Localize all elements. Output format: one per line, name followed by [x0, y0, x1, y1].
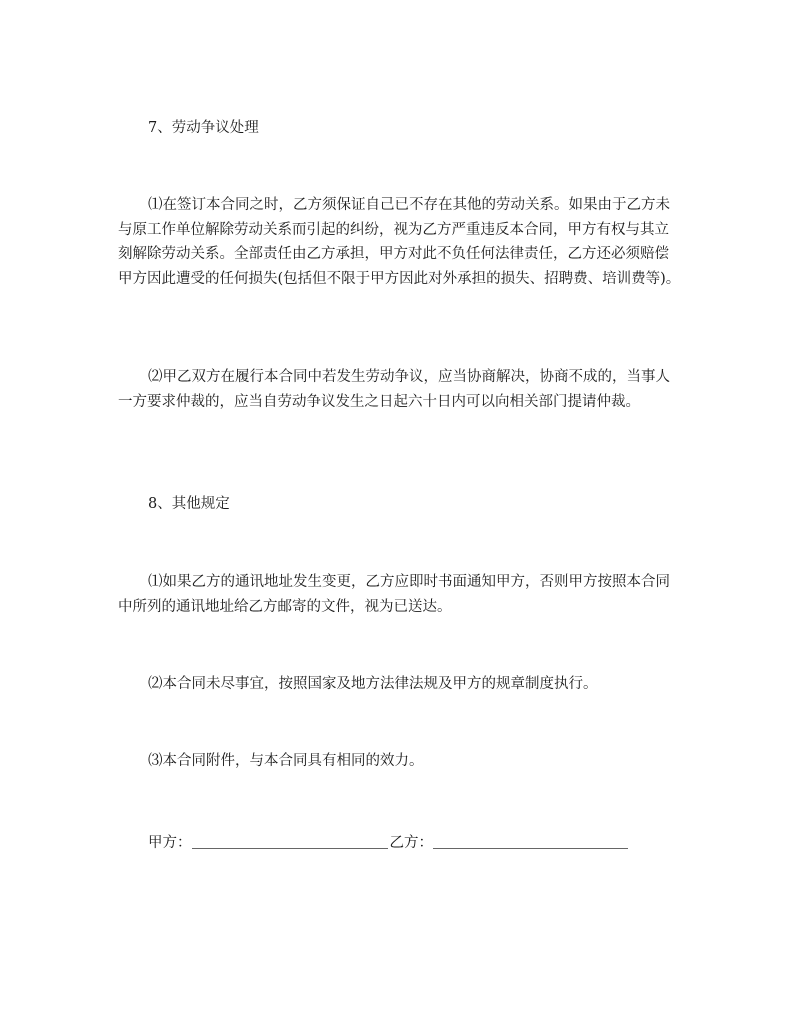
section-8-heading: 8、其他规定	[148, 496, 230, 512]
party-b-signature-line[interactable]	[433, 847, 628, 849]
section-8-paragraph-3: ⑶本合同附件，与本合同具有相同的效力。	[148, 753, 424, 769]
party-a-signature-line[interactable]	[192, 847, 388, 849]
section-7-paragraph-2: ⑵甲乙双方在履行本合同中若发生劳动争议，应当协商解决，协商不成的，当事人一方要求仲裁的，应当自劳动争议发生之日起六十日内可以向相关部门提请仲裁。	[118, 369, 670, 410]
section-7-heading: 7、劳动争议处理	[148, 120, 259, 136]
section-8-paragraph-1: ⑴如果乙方的通讯地址发生变更，乙方应即时书面通知甲方，否则甲方按照本合同中所列的通讯地址给乙方邮寄的文件，视为已送达。	[118, 574, 670, 615]
section-8-paragraph-2: ⑵本合同未尽事宜，按照国家及地方法律法规及甲方的规章制度执行。	[148, 676, 598, 692]
party-b-label: 乙方：	[389, 835, 433, 851]
section-7-paragraph-1: ⑴在签订本合同之时，乙方须保证自己已不存在其他的劳动关系。如果由于乙方未与原工作单位解除劳动关系而引起的纠纷，视为乙方严重违反本合同，甲方有权与其立刻解除劳动关系。全部责任由乙方承担，甲方对此不负任何法律责任，乙方还必须赔偿甲方因此遭受的任何损失(包括但不限于甲方因此对外承担的损失、招聘费、培训费等)。	[118, 197, 681, 288]
signature-row	[148, 831, 628, 855]
party-a-label: 甲方：	[148, 835, 192, 851]
